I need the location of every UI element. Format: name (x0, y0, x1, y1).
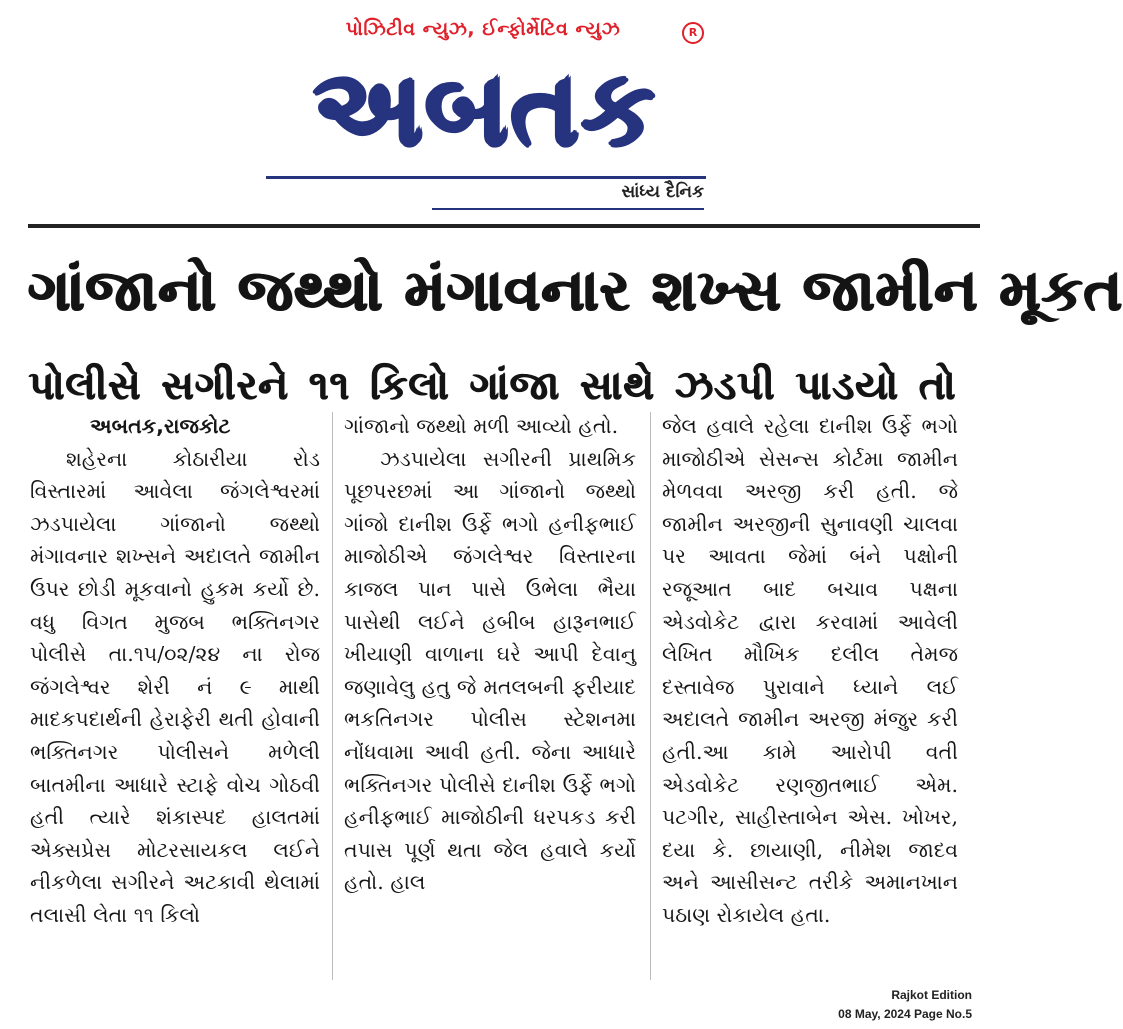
subtitle-underline (432, 208, 704, 210)
masthead-tagline: પોઝિટીવ ન્યુઝ, ઈન્ફોર્મેટિવ ન્યુઝ (345, 18, 621, 40)
section-divider (28, 224, 980, 228)
column-divider (332, 412, 333, 980)
edition-info (838, 986, 972, 1024)
registered-mark-icon: R (682, 22, 704, 44)
masthead-subtitle: સાંધ્ય દૈનિક (621, 182, 704, 202)
article-column-3 (662, 410, 958, 985)
newspaper-logo: અબતક (313, 47, 657, 169)
edition-date-page: 08 May, 2024 Page No.5 (838, 1007, 972, 1021)
article-paragraph: ઝડપાયેલા સગીરની પ્રાથમિક પૂછપરછમાં આ ગાંજાનો જથ્થો ગાંજો દાનીશ ઉર્ફે ભગો હનીફભાઈ માજોઠીએ જંગલેશ્વર વિસ્તારના કાજલ પાન પાસે ઉભેલા ભૈયા પાસેથી લઈને હબીબ હારૂનભાઈ ખીયાણી વાળાના ઘરે આપી દેવાનુ જણાવેલુ હતુ જે મતલબની ફરીયાદ ભકતિનગર પોલીસ સ્ટેશનમા નોંધવામા આવી હતી. જેના આધારે ભક્તિનગર પોલીસે દાનીશ ઉર્ફે ભગો હનીફભાઈ માજોઠીની ધરપકડ કરી તપાસ પૂર્ણ થતા જેલ હવાલે કર્યો હતો. હાલ (344, 446, 636, 895)
logo-underline (266, 176, 706, 179)
article-subheadline: પોલીસે સગીરને ૧૧ કિલો ગાંજા સાથે ઝડપી પાડયો તો (28, 363, 956, 409)
masthead (262, 14, 722, 204)
article-paragraph: જેલ હવાલે રહેલા દાનીશ ઉર્ફે ભગો માજોઠીએ સેસન્સ કોર્ટમા જામીન મેળવવા અરજી કરી હતી. જે જામીન અરજીની સુનાવણી ચાલવા પર આવતા જેમાં બંને પક્ષોની રજૂઆત બાદ બચાવ પક્ષના એડવોકેટ દ્વારા કરવામાં આવેલી લેખિત મૌખિક દલીલ તેમજ દસ્તાવેજ પુરાવાને ધ્યાને લઈ અદાલતે જામીન અરજી મંજુર કરી હતી.આ કામે આરોપી વતી એડવોકેટ રણજીતભાઈ એમ. પટગીર, સાહીસ્તાબેન એસ. ખોખર, દયા કે. છાયાણી, નીમેશ જાદવ અને આસીસન્ટ તરીકે અમાનખાન પઠાણ રોકાયેલ હતા. (662, 414, 958, 927)
article-column-2 (344, 410, 636, 985)
article-paragraph: શહેરના કોઠારીયા રોડ વિસ્તારમાં આવેલા જંગલેશ્વરમાં ઝડપાયેલા ગાંજાનો જથ્થો મંગાવનાર શખ્સને અદાલતે જામીન ઉપર છોડી મૂકવાનો હુકમ કર્યો છે. વધુ વિગત મુજબ ભક્તિનગર પોલીસે તા.૧૫/૦૨/૨૪ ના રોજ જંગલેશ્વર શેરી નં ૯ માથી માદકપદાર્થની હેરાફેરી થતી હોવાની ભક્તિનગર પોલીસને મળેલી બાતમીના આધારે સ્ટાફે વોચ ગોઠવી હતી ત્યારે શંકાસ્પદ હાલતમાં એક્સપ્રેસ મોટરસાયકલ લઈને નીકળેલા સગીરને અટકાવી થેલામાં તલાસી લેતા ૧૧ કિલો (30, 446, 320, 927)
article-dateline: અબતક,રાજકોટ (90, 414, 231, 438)
article-column-1 (30, 410, 320, 985)
edition-name: Rajkot Edition (891, 988, 972, 1002)
article-headline: ગાંજાનો જથ્થો મંગાવનાર શખ્સ જામીન મૂકત (28, 256, 1123, 324)
column-divider (650, 412, 651, 980)
article-paragraph: ગાંજાનો જથ્થો મળી આવ્યો હતો. (344, 414, 619, 438)
